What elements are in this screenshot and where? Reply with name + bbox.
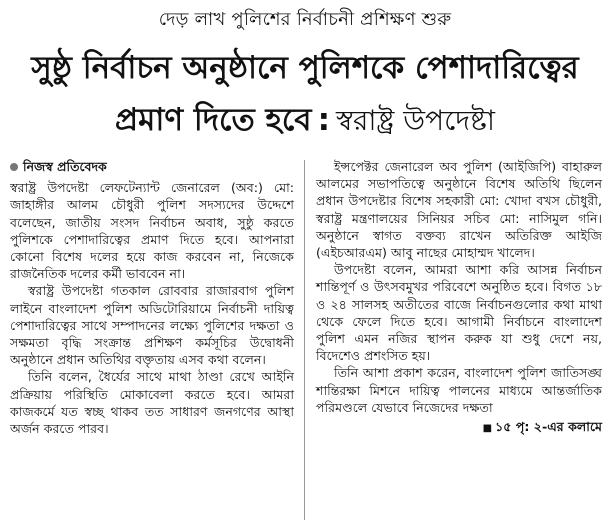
paragraph: ইন্সপেক্টর জেনারেল অব পুলিশ (আইজিপি) বাহারুল আলমের সভাপতিত্বে অনুষ্ঠানে বিশেষ অতিথি ছিলেন প্রধান উপদেষ্টার বিশেষ সহকারী মো: খোদা বখস চৌধুরী, স্বরাষ্ট্র মন্ত্রণালয়ের সিনিয়র সচিব মো: নাসিমুল গনি। অনুষ্ঠানে স্বাগত বক্তব্য রাখেন অতিরিক্ত আইজি (এইচআরএম) আবু নাছের মোহাম্মদ খালেদ। xyxy=(316,159,602,261)
paragraph: তিনি আশা প্রকাশ করেন, বাংলাদেশ পুলিশ জাতিসঙ্ঘ শান্তিরক্ষা মিশনে দায়িত্ব পালনের মাধ্যমে আন্তর্জাতিক পরিমণ্ডলে যেভাবে নিজেদের দক্ষতা xyxy=(316,365,602,415)
continuation-note xyxy=(316,418,602,437)
paragraph: তিনি বলেন, ধৈর্যের সাথে মাথা ঠাণ্ডা রেখে আইনি প্রক্রিয়ায় পরিস্থিতি মোকাবেলা করতে হবে। আমরা কাজকর্মে যত স্বচ্ছ থাকব তত সাধারণ জনগণের আস্থা অর্জন করতে পারব। xyxy=(10,369,294,437)
column-divider xyxy=(304,160,305,520)
headline-separator: : xyxy=(317,102,330,138)
article-column-right xyxy=(316,158,602,437)
headline-line-1: সুষ্ঠু নির্বাচন অনুষ্ঠানে পুলিশকে পেশাদারিত্বের xyxy=(31,50,579,86)
bullet-icon xyxy=(10,163,18,171)
article-column-left xyxy=(10,158,294,437)
kicker: দেড় লাখ পুলিশের নির্বাচনী প্রশিক্ষণ শুরু xyxy=(158,9,452,30)
headline-line-2 xyxy=(0,100,610,141)
paragraph: উপদেষ্টা বলেন, আমরা আশা করি আসন্ন নির্বাচন শান্তিপূর্ণ ও উৎসবমুখর পরিবেশে অনুষ্ঠিত হবে। বিগত ১৮ ও ২৪ সালসহ অতীতের বাজে নির্বাচনগুলোর কথা মাথা থেকে ফেলে দিতে হবে। আগামী নির্বাচনে বাংলাদেশ পুলিশ এমন নজির স্থাপন করুক যা শুধু দেশে নয়, বিদেশেও প্রশংসিত হয়। xyxy=(316,262,602,364)
paragraph: স্বরাষ্ট্র উপদেষ্টা গতকাল রোববার রাজারবাগ পুলিশ লাইনে বাংলাদেশ পুলিশ অডিটোরিয়ামে নির্বাচনী দায়িত্ব পেশাদারিত্বের সাথে সম্পাদনের লক্ষ্যে পুলিশের দক্ষতা ও সক্ষমতা বৃদ্ধি সংক্রান্ত প্রশিক্ষণ কর্মসূচির উদ্বোধনী অনুষ্ঠানে প্রধান অতিথির বক্তৃতায় এসব কথা বলেন। xyxy=(10,283,294,368)
triangle-icon: ■ xyxy=(482,423,493,435)
headline-main: প্রমাণ দিতে হবে xyxy=(115,102,312,138)
paragraph: স্বরাষ্ট্র উপদেষ্টা লেফটেন্যান্ট জেনারেল (অব:) মো: জাহাঙ্গীর আলম চৌধুরী পুলিশ সদস্যদের উদ্দেশে বলেছেন, জাতীয় সংসদ নির্বাচন অবাধ, সুষ্ঠু করতে পুলিশকে পেশাদারিত্বের প্রমাণ দিতে হবে। আপনারা কোনো বিশেষ দলের হয়ে কাজ করবেন না, নিজেকে রাজনৈতিক দলের কর্মী ভাববেন না। xyxy=(10,180,294,282)
byline-text: নিজস্ব প্রতিবেদক xyxy=(23,159,107,174)
continuation-text: ১৫ পৃ: ২-এর কলামে xyxy=(495,419,602,435)
headline-subtitle: স্বরাষ্ট্র উপদেষ্টা xyxy=(335,104,495,137)
byline xyxy=(10,158,294,175)
